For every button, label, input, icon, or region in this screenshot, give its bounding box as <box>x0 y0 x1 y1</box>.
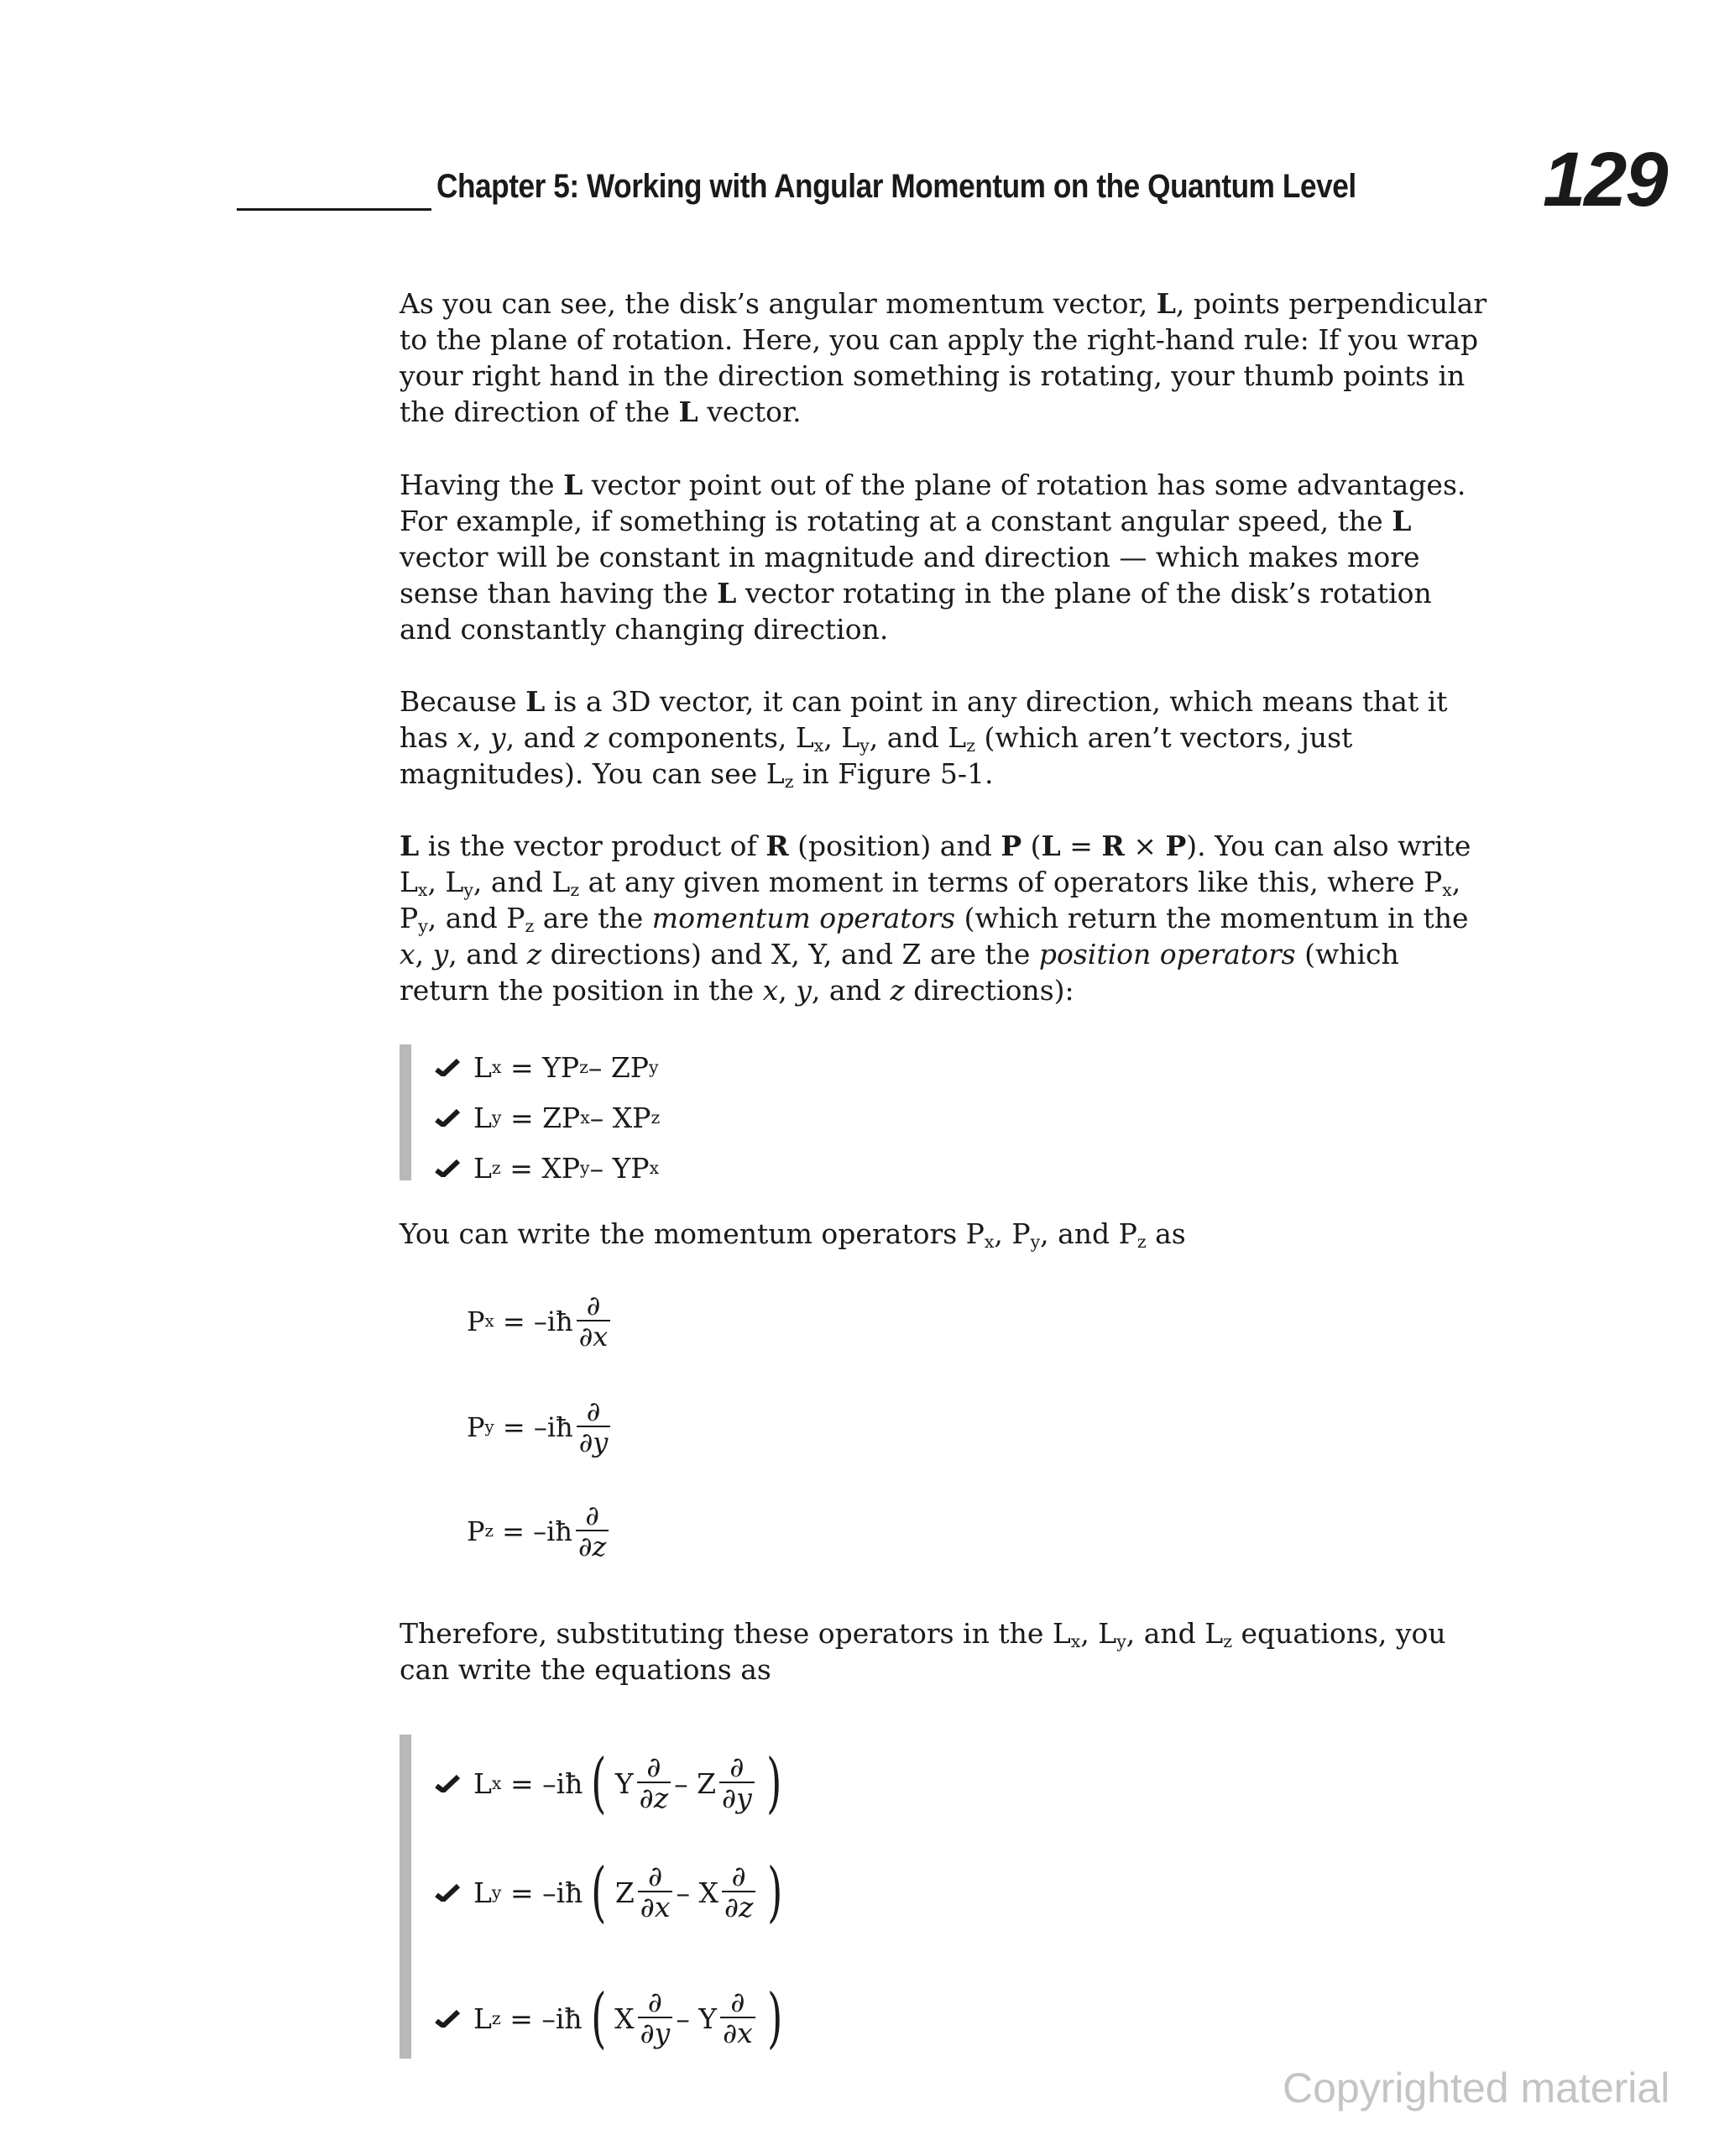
checkmark-icon <box>435 1058 460 1076</box>
paragraph-5: You can write the momentum operators $P_x$, $P_y$, and $P_z$ as <box>400 1217 1186 1252</box>
list-item: L y = ZP x – XP z <box>435 1100 660 1135</box>
chapter-title: Chapter 5: Working with Angular Momentum on the Quantum Level <box>436 168 1356 205</box>
equation-pz: P z = –iħ $\frac{\partial}{\partial z}$ <box>467 1501 612 1562</box>
list-item: L x = –iħ ( Y $\frac{\partial}{\partial z}$ – Z $\frac{\partial}{\partial y}$ ) <box>435 1743 792 1824</box>
watermark: Copyrighted material <box>1283 2064 1670 2112</box>
paragraph-1: As you can see, the disk’s angular momentum vector, L, points perpendicular to the plane of rotation. Here, you can apply the right-hand rule: If you wrap your right hand in the direction something is rotating, your thumb points in the direction of the L vector. <box>400 287 1487 428</box>
bullet-list-l-operators <box>400 1735 792 2059</box>
list-item: L x = YP z – ZP y <box>435 1049 660 1085</box>
list-item: L z = –iħ ( X $\frac{\partial}{\partial y}$ – Y $\frac{\partial}{\partial x}$ ) <box>435 1978 792 2059</box>
checkmark-icon <box>435 1774 460 1792</box>
checkmark-icon <box>435 1883 460 1902</box>
list-item: L z = XP y – YP x <box>435 1150 660 1185</box>
checkmark-icon <box>435 1159 460 1177</box>
header-rule <box>237 208 431 211</box>
equation-py: P y = –iħ $\frac{\partial}{\partial y}$ <box>467 1397 614 1457</box>
paragraph-2: Having the L vector point out of the plane of rotation has some advantages. For example, if something is rotating at a constant angular speed, the L vector will be constant in magnitude and direction — which makes more sense than having the L vector rotating in the plane of the disk’s rotation and constantly changing direction. <box>400 468 1466 646</box>
checkmark-icon <box>435 2009 460 2028</box>
bullet-list-l-components <box>400 1044 661 1185</box>
page-number: 129 <box>1543 137 1667 222</box>
equation-px: P x = –iħ $\frac{\partial}{\partial x}$ <box>467 1291 614 1352</box>
list-item: L y = –iħ ( Z $\frac{\partial}{\partial x}$ – X $\frac{\partial}{\partial z}$ ) <box>435 1852 792 1933</box>
checkmark-icon <box>435 1108 460 1127</box>
paragraph-3: Because L is a 3D vector, it can point in any direction, which means that it has x, y, and z components, $L_x$, $L_y$, and $L_z$ (which aren’t vectors, just magnitudes). You can see $L_z$ in Figure 5-1. <box>400 685 1448 792</box>
paragraph-6: Therefore, substituting these operators in the $L_x$, $L_y$, and $L_z$ equations, you can write the equations as <box>400 1617 1446 1686</box>
paragraph-4: L is the vector product of R (position) and P (L = R × P). You can also write $L_x$, $L_y$, and $L_z$ at any given moment in terms of operators like this, where $P_x$, $P_y$, and $P_z$ are the momentum operators (which return the momentum in the x, y, and z directions) and X, Y, and Z are the position operators (which return the position in the x, y, and z directions): <box>400 829 1471 1007</box>
